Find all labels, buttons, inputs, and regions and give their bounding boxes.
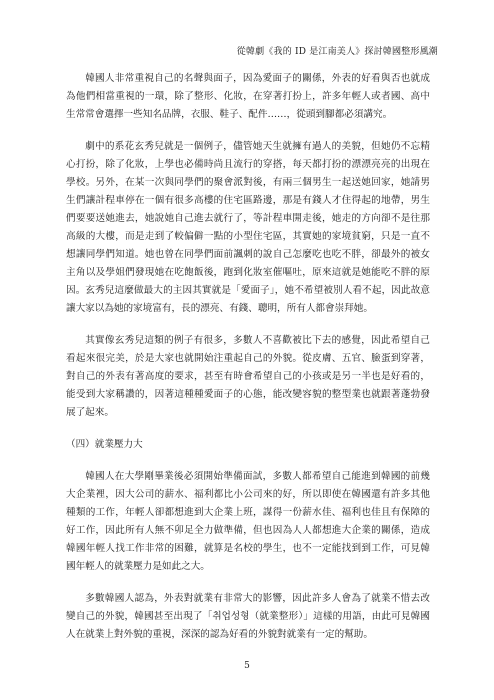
running-header: 從韓劇《我的 ID 是江南美人》探討韓國整形風潮	[236, 47, 438, 57]
paragraph-3: 其實像玄秀兒這類的例子有很多，多數人不喜歡被比下去的感覺，因此希望自己看起來很完美，於是大家也就開始注重起自己的外貌。從皮膚、五官、臉蛋到穿著，對自己的外表有著高度的要求，甚至有時會希望自己的小孩或是另一半也是好看的，能受到大家稱讚的，因著這種種愛面子的心態，能改變容貌的整型業也就跟著蓬勃發展了起來。	[66, 335, 430, 418]
paragraph-1: 韓國人非常重視自己的名聲與面子，因為愛面子的關係，外表的好看與否也就成為他們相當重視的一環，除了整形、化妝，在穿著打扮上，許多年輕人或者國、高中生常常會選擇一些知名品牌，衣服、鞋子、配件……，從頭到腳都必須講究。	[66, 73, 430, 120]
section-heading: （四）就業壓力大	[66, 439, 143, 450]
page-number: 5	[244, 661, 250, 671]
paragraph-4: 韓國人在大學剛畢業後必須開始準備面試，多數人都希望自己能進到韓國的前幾大企業裡，因大公司的薪水、福利都比小公司來的好，所以即使在韓國還有許多其他種類的工作，年輕人卻都想進到大企業上班，謀得一份薪水佳、福利也佳且有保障的好工作，因此所有人無不卯足全力做準備，但也因為人人都想進大企業的關係，造成韓國年輕人找工作非常的困難，就算是名校的學生，也不一定能找到到工作，可見韓國年輕人的就業壓力是如此之大。	[66, 471, 430, 572]
paragraph-2: 劇中的系花玄秀兒就是一個例子，儘管她天生就擁有過人的美貌，但她仍不忘精心打扮，除了化妝，上學也必備時尚且流行的穿搭，每天都打扮的漂漂亮亮的出現在學校。另外，在某一次與同學們的聚會派對後，有兩三個男生一起送她回家，她請男生們讓計程車停在一個有很多高樓的住宅區路邊，那是有錢人才住得起的地帶，男生們要要送她進去，她說她自己進去就行了，等計程車開走後，她走的方向卻不是往那高級的大樓，而是走到了較偏僻一點的小型住宅區，其實她的家境貧窮，只是一直不想讓同學們知道。她也曾在同學們面前諷刺的說自己怎麼吃也吃不胖，卻最外的被女主角以及學姐們發現她在吃飽飯後，跑到化妝室催嘔吐，原來這就是她能吃不胖的原因。玄秀兒這麼做最大的主因其實就是「愛面子」，她不希望被別人看不起，因此故意讓大家以為她的家境富有，長的漂亮、有錢、聰明，所有人都會崇拜她。	[66, 141, 430, 314]
paragraph-5: 多數韓國人認為，外表對就業有非常大的影響，因此許多人會為了就業不惜去改變自己的外貌，韓國甚至出現了「취업성형（就業整形）」這樣的用語，由此可見韓國人在就業上對外貌的重視，深深的認為好看的外貌對就業有一定的幫助。	[66, 593, 430, 640]
body-text	[66, 70, 430, 658]
